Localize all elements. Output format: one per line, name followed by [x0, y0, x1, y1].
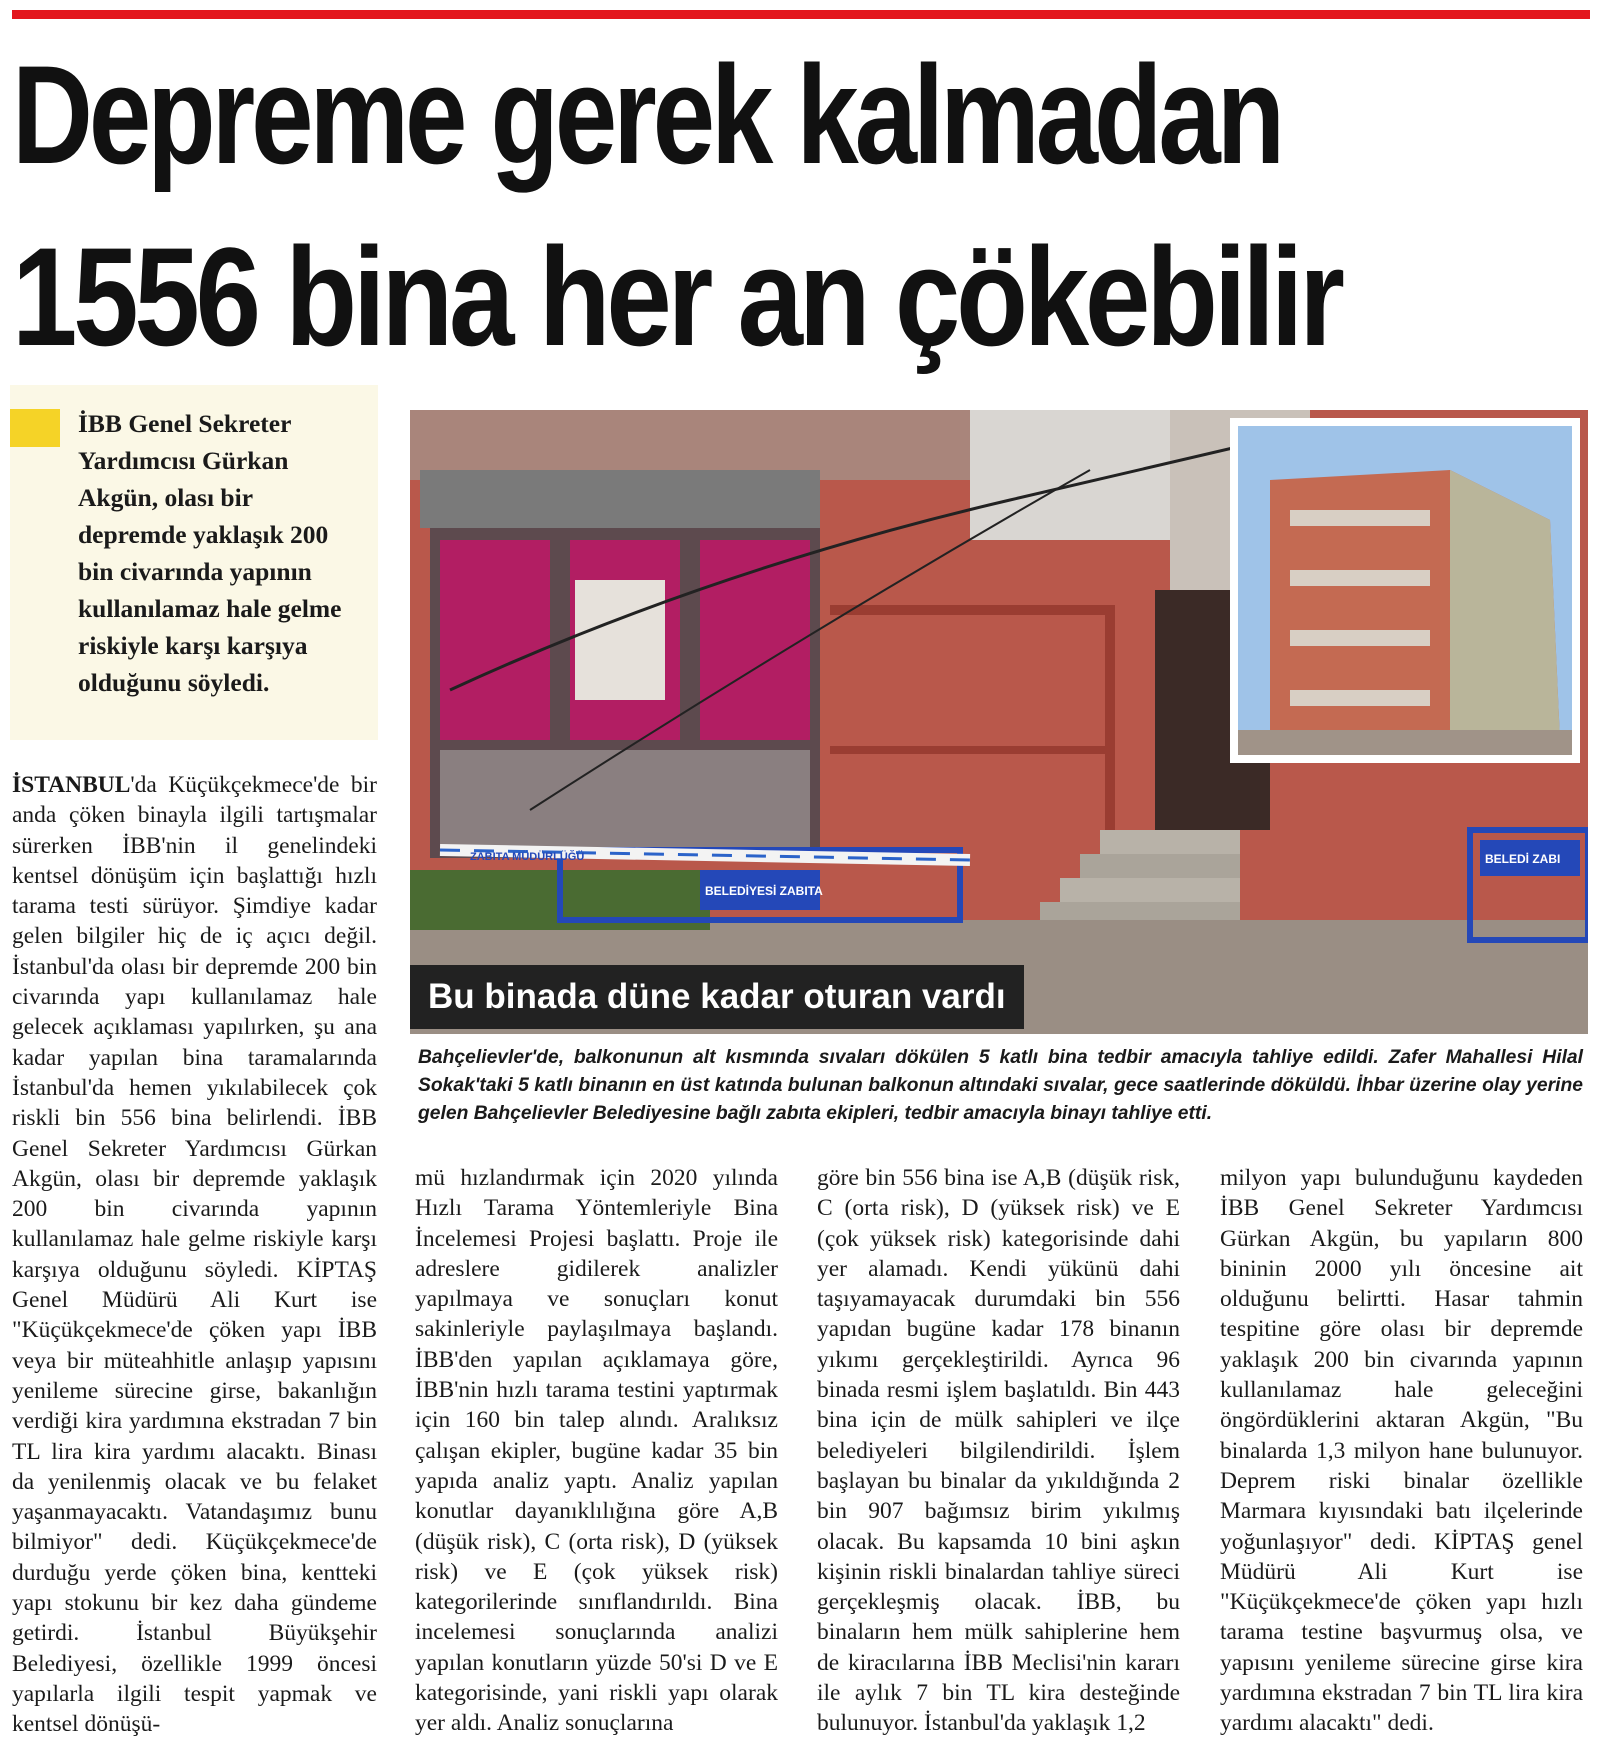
- body-column-2: mü hızlandırmak için 2020 yılında Hızlı Tarama Yöntemleriyle Bina İncelemesi Projesi başlattı. Proje ile adreslere gidilerek analizler yapılmaya ve sonuçları konut sakinleriyle paylaşılmaya başlandı. İBB'den yapılan açıklamaya göre, İBB'nin hızlı tarama testini yaptırmak için 160 bin talep alındı. Aralıksız çalışan ekipler, bugüne kadar 35 bin yapıda analiz yaptı. Analiz yapılan konutlar dayanıklılığına göre A,B (düşük risk), C (orta risk), D (yüksek risk) ve E (çok yüksek risk) kategorilerinde sınıflandırıldı. Bina incelemesi sonuçlarında analizi yapılan konutların yüzde 50'si D ve E kategorisinde, yani riskli yapı olarak yer aldı. Analiz sonuçlarına: [415, 1165, 778, 1737]
- news-photo: [410, 410, 1588, 1034]
- body-column-1: [12, 770, 377, 1740]
- tape-text: ZABITA MÜDÜRLÜĞÜ: [470, 851, 585, 863]
- body-column-4: milyon yapı bulunduğunu kaydeden İBB Genel Sekreter Yardımcısı Gürkan Akgün, bu yapıların 800 bininin 2000 yılı öncesine ait olduğunu belirtti. Hasar tahmin tespitine göre olası bir depremde yaklaşık 200 bin civarında yapının kullanılamaz hale geleceğini öngördüklerini aktaran Akgün, "Bu binalarda 1,3 milyon hane bulunuyor. Deprem riski binalar özellikle Marmara kıyısındaki batı ilçelerinde yoğunlaşıyor" dedi. KİPTAŞ genel Müdürü Ali Kurt ise "Küçükçekmece'de çöken yapı hızlı tarama testine başvurmuş olsa, ve yapısını yenileme sürecine girse kira yardımına ekstradan 7 bin TL lira kira yardımı alacaktı" dedi.: [1220, 1165, 1583, 1737]
- top-accent-bar: [12, 10, 1590, 19]
- headline-line-1: Depreme gerek kalmadan: [12, 36, 1282, 193]
- spot-text: İBB Genel Sekreter Yardımcısı Gürkan Akgün, olası bir depremde yaklaşık 200 bin civarında yapının kullanılamaz hale gelme riskiyle karşı karşıya olduğunu söyledi.: [78, 409, 342, 697]
- body-column-1-text: 'da Küçükçekmece'de bir anda çöken binayla ilgili tartışmalar sürerken İBB'nin il genelindeki kentsel dönüşüm için başlattığı hızlı tarama testi sürüyor. Şimdiye kadar gelen bilgiler hiç de iç açıcı değil. İstanbul'da olası bir depremde 200 bin civarında yapı kullanılamaz hale gelecek açıklaması yapılırken, şu ana kadar yapılan bina taramalarında İstanbul'da hemen yıkılabilecek çok riskli bin 556 bina belirlendi. İBB Genel Sekreter Yardımcısı Gürkan Akgün, olası bir depremde yaklaşık 200 bin civarında yapının kullanılamaz hale gelme riskiyle karşı karşıya olduğunu söyledi. KİPTAŞ Genel Müdürü Ali Kurt ise "Küçükçekmece'de çöken yapı İBB veya bir müteahhitle anlaşıp yapısını yenileme sürecine girse, bakanlığın verdiği kira yardımına ekstradan 7 bin TL lira kira yardımı alacaktı. Binası da yenilenmiş olacak ve bu felaket yaşanmayacaktı. Vatandaşımız bunu bilmiyor" dedi. Küçükçekmece'de durduğu yerde çöken bina, kentteki yapı stokunu bir kez daha gündeme getirdi. İstanbul Büyükşehir Belediyesi, özellikle 1999 öncesi yapılarla ilgili tespit yapmak ve kentsel dönüşü-: [12, 772, 377, 1738]
- barrier-sign-text: BELEDİYESİ ZABITA: [705, 884, 823, 898]
- barrier-sign-right-text: BELEDİ ZABI: [1485, 852, 1561, 866]
- photo-description: Bahçelievler'de, balkonunun alt kısmında sıvaları dökülen 5 katlı bina tedbir amacıyla tahliye edildi. Zafer Mahallesi Hilal Sokak'taki 5 katlı binanın en üst katında bulunan balkonun altındaki sıvalar, gece saatlerinde döküldü. İhbar üzerine olay yerine gelen Bahçelievler Belediyesine bağlı zabıta ekipleri, tedbir amacıyla binayı tahliye etti.: [418, 1047, 1583, 1124]
- spot-marker: [10, 409, 60, 447]
- spot-box: [10, 385, 378, 740]
- headline-line-2: 1556 bina her an çökebilir: [12, 218, 1341, 375]
- dateline: İSTANBUL: [12, 772, 131, 798]
- photo-caption: Bu binada düne kadar oturan vardı: [410, 965, 1024, 1029]
- body-column-3: göre bin 556 bina ise A,B (düşük risk, C (orta risk), D (yüksek risk) ve E (çok yüksek risk) kategorisinde dahi yer alamadı. Kendi yükünü dahi taşıyamayacak durumdaki bin 556 yapıdan bugüne kadar 178 binanın yıkımı gerçekleştirildi. Ayrıca 96 binada resmi işlem başlatıldı. Bin 443 bina için de mülk sahipleri ve ilçe belediyeleri bilgilendirildi. İşlem başlayan bu binalar da yıkıldığında 2 bin 907 bağımsız birim yıkılmış olacak. Bu kapsamda 10 bini aşkın kişinin riskli binalardan tahliye süreci gerçekleşmiş olacak. İBB, bu binaların hem mülk sahiplerine hem de kiracılarına İBB Meclisi'nin kararı ile aylık 7 bin TL kira desteğinde bulunuyor. İstanbul'da yaklaşık 1,2: [817, 1165, 1180, 1737]
